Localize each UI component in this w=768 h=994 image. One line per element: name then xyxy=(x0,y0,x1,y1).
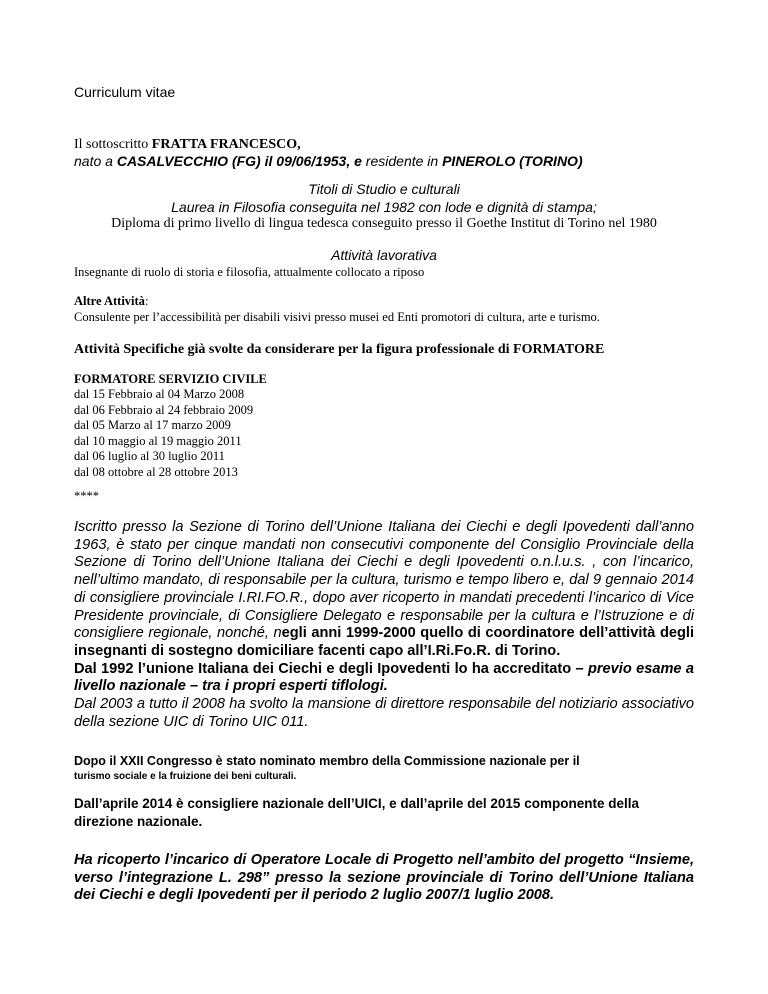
person-name: FRATTA FRANCESCO, xyxy=(151,137,301,152)
work-heading: Attività lavorativa xyxy=(331,247,437,263)
paragraph-commission xyxy=(74,752,694,783)
intro-block xyxy=(74,136,694,170)
separator: **** xyxy=(74,489,99,503)
specific-heading: Attività Specifiche già svolte da considerare per la figura professionale di FORMATORE xyxy=(74,342,605,357)
paragraph1-italic-2: Dal 2003 a tutto il 2008 ha svolto la mansione di direttore responsabile del notiziario associativo della sezione UIC di Torino UIC 011. xyxy=(74,696,694,730)
intro-born-label: nato a xyxy=(74,153,117,169)
paragraph1-bold-2a: Dal 1992 l’unione Italiana dei Ciechi e degli Ipovedenti lo ha accreditato xyxy=(74,660,576,677)
other-activities-label xyxy=(74,293,694,309)
period-item: dal 06 luglio al 30 luglio 2011 xyxy=(74,449,225,463)
paragraph-uici-history xyxy=(74,519,694,731)
studies-degree: Laurea in Filosofia conseguita nel 1982 con lode e dignità di stampa; xyxy=(171,199,597,215)
intro-line-1 xyxy=(74,136,694,153)
residence: PINEROLO (TORINO) xyxy=(442,153,583,169)
period-item: dal 06 Febbraio al 24 febbraio 2009 xyxy=(74,402,254,417)
studies-heading: Titoli di Studio e culturali xyxy=(308,181,460,197)
paragraph1-bold-1: egli anni 1999-2000 quello di coordinatore dell’attività degli insegnanti di sostegno domiciliare facenti capo all’I.Ri.Fo.R. di Torino. xyxy=(74,625,695,659)
paragraph1-bold-2b: – previo esame a livello nazionale – tra i propri esperti tiflologi. xyxy=(74,660,694,695)
intro-prefix: Il sottoscritto xyxy=(74,137,152,152)
work-text: Insegnante di ruolo di storia e filosofia, attualmente collocato a riposo xyxy=(74,265,425,279)
period-item: dal 05 Marzo al 17 marzo 2009 xyxy=(74,418,231,432)
intro-line-2 xyxy=(74,153,694,170)
period-item: dal 15 Febbraio al 04 Marzo 2008 xyxy=(74,387,245,401)
specific-subheading: FORMATORE SERVIZIO CIVILE xyxy=(74,372,267,386)
studies-diploma: Diploma di primo livello di lingua tedesca conseguito presso il Goethe Institut di Torino nel 1980 xyxy=(111,216,657,231)
document-title: Curriculum vitae xyxy=(74,84,176,100)
paragraph-national-council: Dall’aprile 2014 è consigliere nazionale dell’UICI, e dall’aprile del 2015 componente della direzione nazionale. xyxy=(74,796,639,829)
other-label-colon: : xyxy=(144,294,149,308)
paragraph-project: Ha ricoperto l’incarico di Operatore Locale di Progetto nell’ambito del progetto “Insieme, verso l’integrazione L. 298” presso la sezione provinciale di Torino dell’Unione Italiana dei Ciechi e degli Ipovedenti per il periodo 2 luglio 2007/1 luglio 2008. xyxy=(74,852,694,904)
birthplace: CASALVECCHIO (FG) il 09/06/1953, e xyxy=(116,153,362,169)
paragraph2-line-1: Dopo il XXII Congresso è stato nominato membro della Commissione nazionale per il xyxy=(74,754,580,768)
intro-residence-label: residente in xyxy=(361,153,443,169)
period-item: dal 10 maggio al 19 maggio 2011 xyxy=(74,433,242,448)
period-list xyxy=(74,387,694,480)
other-label-text: Altre Attività xyxy=(74,294,145,308)
paragraph2-line-2: turismo sociale e la fruizione dei beni culturali. xyxy=(74,771,297,782)
period-item: dal 08 ottobre al 28 ottobre 2013 xyxy=(74,464,238,479)
paragraph1-italic: Iscritto presso la Sezione di Torino dell’Unione Italiana dei Ciechi e degli Ipovedenti dall’anno 1963, è stato per cinque mandati non consecutivi componente del Consiglio Provinciale della Sezione di Torino dell’Unione Italiana dei Ciechi e degli Ipovedenti o.n.l.u.s. , con l’incarico, nell’ultimo mandato, di responsabile per la cultura, turismo e tempo libero e, dal 9 gennaio 2014 di consigliere provinciale I.RI.FO.R., dopo aver ricoperto in mandati precedenti l’incarico di Vice Presidente provinciale, di Consigliere Delegato e responsabile per la cultura e l’Istruzione e di consigliere regionale, nonché, n xyxy=(74,519,694,642)
other-activities-text: Consulente per l’accessibilità per disabili visivi presso musei ed Enti promotori di cultura, arte e turismo. xyxy=(74,310,600,324)
